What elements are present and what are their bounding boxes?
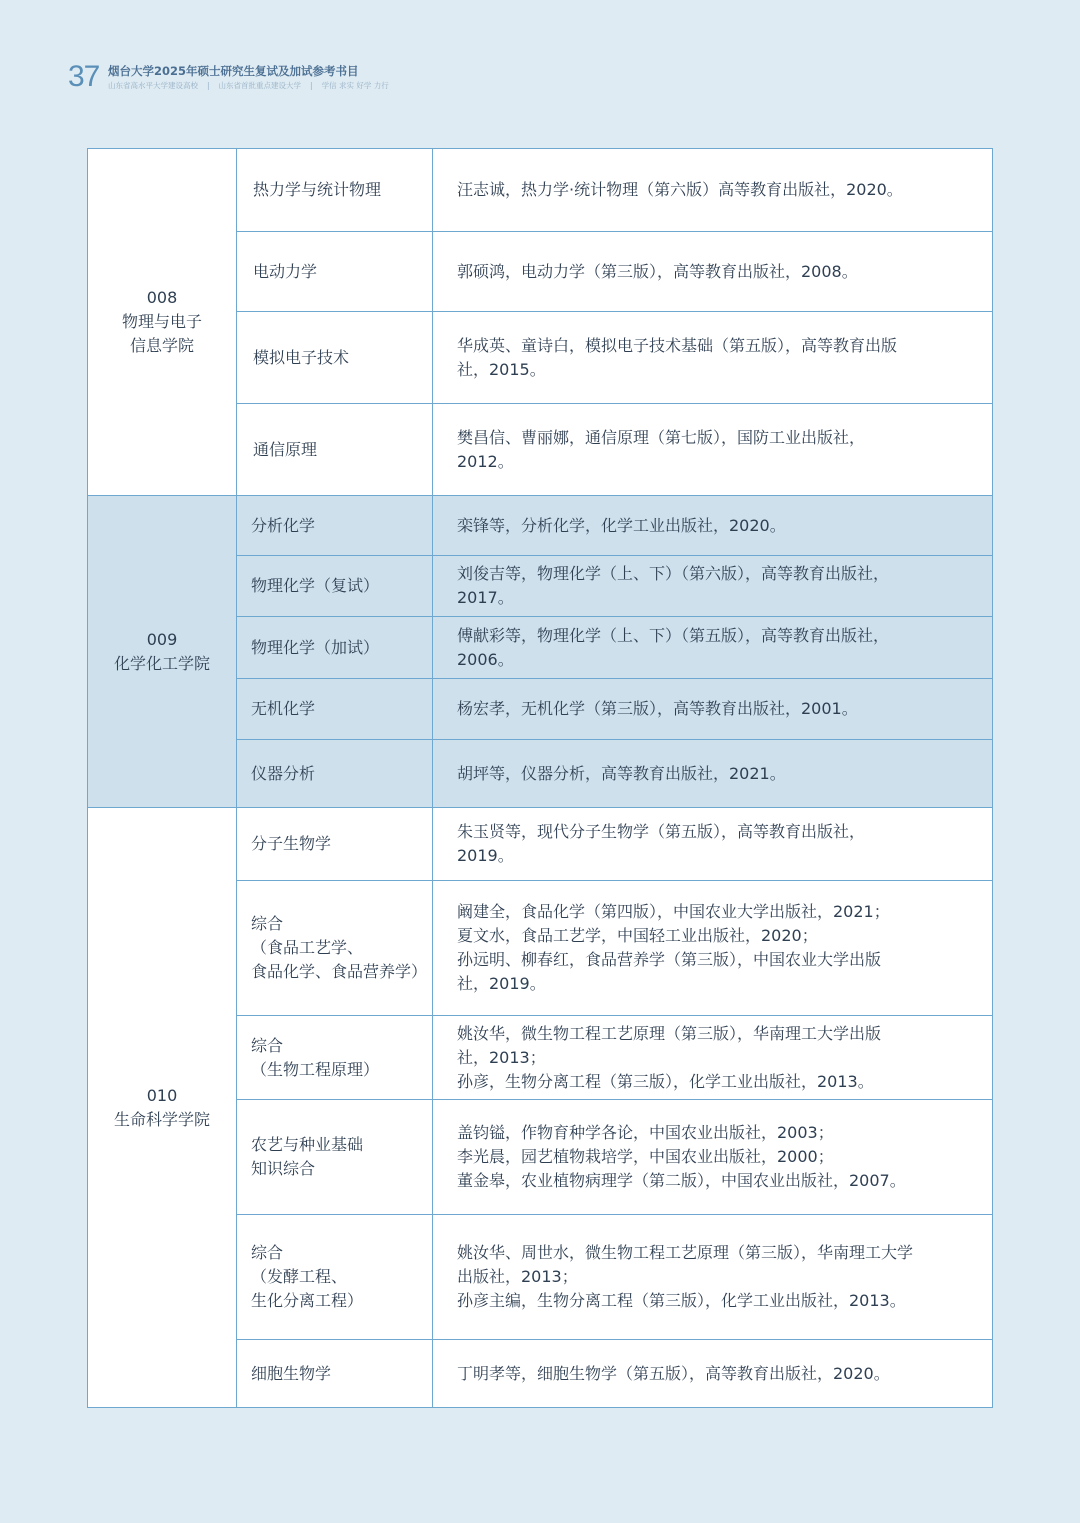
subject-cell xyxy=(237,1215,433,1340)
header-motto: 学信 求实 好学 力行 xyxy=(321,81,389,90)
book-cell xyxy=(433,617,993,679)
header-tag-2: 山东省首批重点建设大学 xyxy=(218,81,302,90)
department-name: 化学化工学院 xyxy=(113,653,210,673)
subject-name: 食品化学、食品营养学） xyxy=(251,962,428,981)
subject-name: 综合 xyxy=(251,1035,284,1055)
book-line: 华成英、童诗白，模拟电子技术基础（第五版），高等教育出版 xyxy=(457,335,898,355)
book-line: 李光晨，园艺植物栽培学，中国农业出版社，2000； xyxy=(457,1147,834,1166)
book-line: 夏文水，食品工艺学，中国轻工业出版社，2020； xyxy=(457,926,818,945)
book-line: 姚汝华，微生物工程工艺原理（第三版），华南理工大学出版 xyxy=(457,1023,882,1043)
subject-name: 仪器分析 xyxy=(251,763,316,783)
subject-name: 分子生物学 xyxy=(251,834,332,853)
book-cell xyxy=(433,808,993,881)
subject-cell xyxy=(237,312,433,404)
header-tag-1: 山东省高水平大学建设高校 xyxy=(108,81,198,90)
subject-name: 通信原理 xyxy=(253,439,318,459)
book-cell xyxy=(433,1215,993,1340)
book-cell xyxy=(433,740,993,808)
book-cell xyxy=(433,404,993,496)
subject-cell xyxy=(237,679,433,740)
book-line: 2012。 xyxy=(457,451,514,471)
book-line: 胡坪等，仪器分析，高等教育出版社，2021。 xyxy=(457,763,786,783)
book-line: 丁明孝等，细胞生物学（第五版），高等教育出版社，2020。 xyxy=(457,1363,890,1383)
subject-cell xyxy=(237,232,433,312)
book-line: 社，2015。 xyxy=(457,359,546,379)
subject-cell xyxy=(237,808,433,881)
book-line: 傅献彩等，物理化学（上、下）（第五版），高等教育出版社， xyxy=(457,625,890,645)
department-code: 010 xyxy=(146,1085,178,1105)
subject-name: 综合 xyxy=(251,914,284,933)
book-cell xyxy=(433,1100,993,1215)
book-cell xyxy=(433,556,993,617)
reference-book-table xyxy=(87,148,993,1408)
subject-name: 农艺与种业基础 xyxy=(251,1135,364,1154)
subject-cell xyxy=(237,404,433,496)
book-line: 出版社，2013； xyxy=(457,1267,578,1286)
book-line: 2017。 xyxy=(457,588,514,607)
subject-cell xyxy=(237,1340,433,1408)
book-line: 阚建全，食品化学（第四版），中国农业大学出版社，2021； xyxy=(457,902,890,921)
book-cell xyxy=(433,232,993,312)
department-cell xyxy=(88,808,237,1408)
book-line: 朱玉贤等，现代分子生物学（第五版），高等教育出版社， xyxy=(457,822,866,841)
book-line: 盖钧镒，作物育种学各论，中国农业出版社，2003； xyxy=(457,1123,834,1142)
subject-cell xyxy=(237,1016,433,1100)
subject-name: 物理化学（加试） xyxy=(251,637,380,657)
header-subtitle: 山东省高水平大学建设高校 | 山东省首批重点建设大学 | 学信 求实 好学 力行 xyxy=(108,81,389,90)
subject-cell xyxy=(237,881,433,1016)
book-line: 孙远明、柳春红，食品营养学（第三版），中国农业大学出版 xyxy=(457,950,882,969)
department-cell xyxy=(88,496,237,808)
department-name: 信息学院 xyxy=(129,336,194,355)
subject-name: 无机化学 xyxy=(251,699,316,718)
subject-name: 模拟电子技术 xyxy=(253,347,350,367)
book-cell xyxy=(433,312,993,404)
book-line: 汪志诚，热力学·统计物理（第六版）高等教育出版社，2020。 xyxy=(457,180,903,199)
subject-name: 知识综合 xyxy=(251,1159,316,1178)
page-number: 37 xyxy=(68,60,100,93)
document-title: 烟台大学2025年硕士研究生复试及加试参考书目 xyxy=(108,64,359,78)
book-cell xyxy=(433,1016,993,1100)
subject-cell xyxy=(237,149,433,232)
book-line: 孙彦主编，生物分离工程（第三版），化学工业出版社，2013。 xyxy=(457,1291,906,1310)
department-name: 物理与电子 xyxy=(121,312,202,331)
subject-name: 热力学与统计物理 xyxy=(253,180,382,199)
department-code: 009 xyxy=(146,629,178,649)
department-name: 生命科学学院 xyxy=(113,1109,210,1129)
book-line: 孙彦，生物分离工程（第三版），化学工业出版社，2013。 xyxy=(457,1071,874,1091)
book-line: 刘俊吉等，物理化学（上、下）（第六版），高等教育出版社， xyxy=(457,564,890,583)
subject-name: 综合 xyxy=(251,1243,284,1262)
subject-name: 生化分离工程） xyxy=(251,1291,364,1310)
book-line: 姚汝华、周世水，微生物工程工艺原理（第三版），华南理工大学 xyxy=(457,1243,914,1262)
table-row xyxy=(88,496,993,556)
book-line: 董金皋，农业植物病理学（第二版），中国农业出版社，2007。 xyxy=(457,1171,906,1190)
table-row xyxy=(88,808,993,881)
book-cell xyxy=(433,149,993,232)
subject-cell xyxy=(237,1100,433,1215)
book-line: 樊昌信、曹丽娜，通信原理（第七版），国防工业出版社， xyxy=(457,427,866,447)
table-row xyxy=(88,149,993,232)
book-cell xyxy=(433,1340,993,1408)
book-line: 社，2013； xyxy=(457,1047,546,1067)
subject-name: 细胞生物学 xyxy=(251,1363,332,1383)
subject-cell xyxy=(237,556,433,617)
book-cell xyxy=(433,679,993,740)
book-line: 郭硕鸿，电动力学（第三版），高等教育出版社，2008。 xyxy=(457,261,858,281)
subject-cell xyxy=(237,617,433,679)
book-line: 2006。 xyxy=(457,649,514,669)
book-line: 杨宏孝，无机化学（第三版），高等教育出版社，2001。 xyxy=(457,699,858,718)
department-code: 008 xyxy=(146,288,178,307)
subject-name: （生物工程原理） xyxy=(251,1059,380,1079)
department-cell xyxy=(88,149,237,496)
subject-cell xyxy=(237,740,433,808)
book-line: 栾锋等，分析化学，化学工业出版社，2020。 xyxy=(457,515,786,535)
subject-name: 分析化学 xyxy=(251,515,316,535)
subject-cell xyxy=(237,496,433,556)
subject-name: 电动力学 xyxy=(253,261,318,281)
book-cell xyxy=(433,496,993,556)
subject-name: （发酵工程、 xyxy=(251,1267,348,1286)
subject-name: 物理化学（复试） xyxy=(251,576,380,595)
book-cell xyxy=(433,881,993,1016)
book-line: 2019。 xyxy=(457,846,514,865)
subject-name: （食品工艺学、 xyxy=(251,938,364,957)
book-line: 社，2019。 xyxy=(457,974,546,993)
